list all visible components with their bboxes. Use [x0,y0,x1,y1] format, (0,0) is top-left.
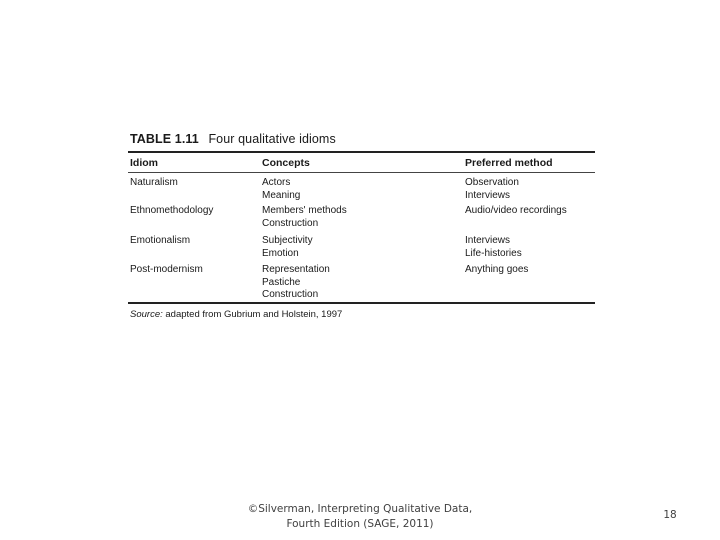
table-header-row [128,153,595,172]
concept-item: Meaning [262,189,301,201]
idiom-post-modernism: Post-modernism [130,264,203,275]
idiom-cell [130,177,262,205]
slide-number: 18 [663,509,677,521]
qualitative-idioms-table [128,132,595,320]
concepts-cell [262,177,465,205]
method-item: Observation [465,177,519,188]
method-item: Interviews [465,235,511,246]
header-idiom: Idiom [130,157,158,169]
idiom-naturalism: Naturalism [130,177,178,188]
source-label: Source: [130,309,163,320]
header-concepts: Concepts [262,157,310,169]
table-row [128,264,595,302]
method-cell [465,177,595,205]
table-caption-label: TABLE 1.11 [130,132,199,146]
concept-item: Members' methods [262,205,347,216]
concept-item: Subjectivity [262,235,313,246]
table-row [128,205,595,235]
footer-line-2: Fourth Edition (SAGE, 2011) [286,518,434,530]
table-caption [130,132,595,146]
table-row [128,235,595,264]
idiom-cell [130,235,262,264]
concepts-cell [262,235,465,264]
method-item: Anything goes [465,264,529,275]
source-text: adapted from Gubrium and Holstein, 1997 [165,309,343,320]
method-cell [465,205,595,235]
table-caption-title: Four qualitative idioms [208,132,336,146]
slide-footer-citation [230,502,490,532]
method-item: Life-histories [465,247,522,259]
concept-item: Construction [262,289,319,300]
idiom-cell [130,264,262,302]
idiom-cell [130,205,262,235]
bottom-rule [128,302,595,304]
method-cell [465,264,595,302]
concept-item: Pastiche [262,276,301,288]
method-item: Audio/video recordings [465,205,567,216]
header-preferred-method: Preferred method [465,157,553,169]
method-cell [465,235,595,264]
concept-item: Construction [262,217,319,229]
idiom-ethnomethodology: Ethnomethodology [130,205,214,216]
concepts-cell [262,264,465,302]
concepts-cell [262,205,465,235]
footer-line-1: ©Silverman, Interpreting Qualitative Data, [247,503,473,515]
idiom-emotionalism: Emotionalism [130,235,191,246]
table-source-note [130,309,595,320]
concept-item: Representation [262,264,330,275]
concept-item: Actors [262,177,291,188]
concept-item: Emotion [262,247,299,259]
method-item: Interviews [465,189,511,201]
table-row [128,173,595,205]
